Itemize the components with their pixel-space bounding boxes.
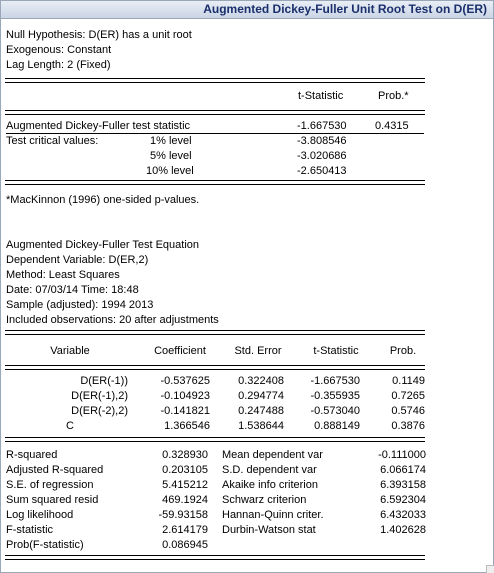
table-cell: D(ER(-1),2) [71, 390, 128, 402]
dependent-variable: Dependent Variable: D(ER,2) [6, 254, 149, 266]
stat-value: 6.066174 [380, 464, 426, 476]
stat-value: 0.086945 [162, 539, 208, 551]
table-cell: 0.322408 [238, 375, 284, 387]
method: Method: Least Squares [6, 269, 120, 281]
stat-label: S.D. dependent var [222, 464, 317, 476]
stat-value: 0.203105 [162, 464, 208, 476]
table-cell: -0.573040 [310, 405, 360, 417]
stat-value: 0.328930 [162, 449, 208, 461]
stat-label: Durbin-Watson stat [222, 524, 316, 536]
col-tstat: t-Statistic [298, 90, 344, 102]
col-prob: Prob.* [378, 90, 409, 102]
divider [5, 110, 425, 115]
stat-label: Log likelihood [6, 509, 74, 521]
stat-label: Akaike info criterion [222, 479, 318, 491]
stat-label: Adjusted R-squared [6, 464, 104, 476]
lag-length: Lag Length: 2 (Fixed) [6, 59, 111, 71]
stat-label: Prob(F-statistic) [6, 539, 84, 551]
equation-title: Augmented Dickey-Fuller Test Equation [6, 239, 200, 251]
adf-row [6, 120, 424, 134]
stat-value: 1.402628 [380, 524, 426, 536]
footnote: *MacKinnon (1996) one-sided p-values. [6, 194, 200, 206]
col-header: t-Statistic [313, 345, 359, 357]
sample: Sample (adjusted): 1994 2013 [6, 299, 154, 311]
window-title: Augmented Dickey-Fuller Unit Root Test on D(ER) [203, 2, 487, 16]
crit-value: -2.650413 [297, 165, 347, 177]
stat-value: 2.614179 [162, 524, 208, 536]
date-time: Date: 07/03/14 Time: 18:48 [6, 284, 139, 296]
exogenous: Exogenous: Constant [6, 44, 112, 56]
stat-label: Schwarz criterion [222, 494, 307, 506]
divider [5, 330, 425, 335]
table-cell: -0.141821 [160, 405, 210, 417]
stat-value: 6.592304 [380, 494, 426, 506]
table-cell: -1.667530 [310, 375, 360, 387]
divider [5, 180, 425, 185]
window-title-bar[interactable] [1, 1, 493, 19]
stat-label: Sum squared resid [6, 494, 99, 506]
stat-value: 5.415212 [162, 479, 208, 491]
stat-value: -0.111000 [378, 449, 426, 461]
stat-label: Mean dependent var [222, 449, 323, 461]
table-cell: -0.355935 [310, 390, 360, 402]
divider [5, 555, 425, 560]
divider [5, 365, 425, 370]
crit-value: -3.808546 [297, 135, 347, 147]
observations: Included observations: 20 after adjustments [6, 314, 219, 326]
resize-grip[interactable] [486, 565, 494, 573]
table-cell: C [66, 420, 74, 432]
crit-level: 10% level [146, 165, 194, 177]
stat-label: F-statistic [6, 524, 54, 536]
col-header: Variable [50, 345, 90, 357]
table-cell: -0.104923 [160, 390, 210, 402]
divider [5, 437, 425, 442]
stat-value: 6.432033 [380, 509, 426, 521]
table-cell: 0.7265 [391, 390, 425, 402]
stat-label: S.E. of regression [6, 479, 94, 491]
table-cell: D(ER(-1)) [80, 375, 128, 387]
table-cell: 1.538644 [238, 420, 284, 432]
table-cell: 0.1149 [392, 375, 425, 387]
table-cell: D(ER(-2),2) [71, 405, 128, 417]
col-header: Coefficient [154, 345, 206, 357]
null-hypothesis: Null Hypothesis: D(ER) has a unit root [6, 29, 192, 41]
table-cell: -0.537625 [160, 375, 210, 387]
stat-value: 469.1924 [162, 494, 208, 506]
col-header: Std. Error [234, 345, 282, 357]
table-cell: 0.5746 [391, 405, 425, 417]
table-cell: 0.888149 [314, 420, 360, 432]
crit-level: 1% level [150, 135, 192, 147]
divider [5, 78, 425, 83]
adf-label: Augmented Dickey-Fuller test statistic [6, 120, 191, 132]
table-cell: 0.294774 [238, 390, 284, 402]
table-cell: 0.247488 [238, 405, 284, 417]
crit-level: 5% level [150, 150, 192, 162]
stat-label: Hannan-Quinn criter. [222, 509, 324, 521]
crit-value: -3.020686 [297, 150, 347, 162]
stat-value: -59.93158 [158, 509, 208, 521]
table-cell: 0.3876 [391, 420, 425, 432]
stat-value: 6.393158 [380, 479, 426, 491]
table-cell: 1.366546 [164, 420, 210, 432]
crit-label: Test critical values: [6, 135, 99, 147]
adf-prob: 0.4315 [375, 120, 409, 132]
adf-tstat: -1.667530 [297, 120, 347, 132]
col-header: Prob. [389, 345, 417, 357]
stat-label: R-squared [6, 449, 58, 461]
